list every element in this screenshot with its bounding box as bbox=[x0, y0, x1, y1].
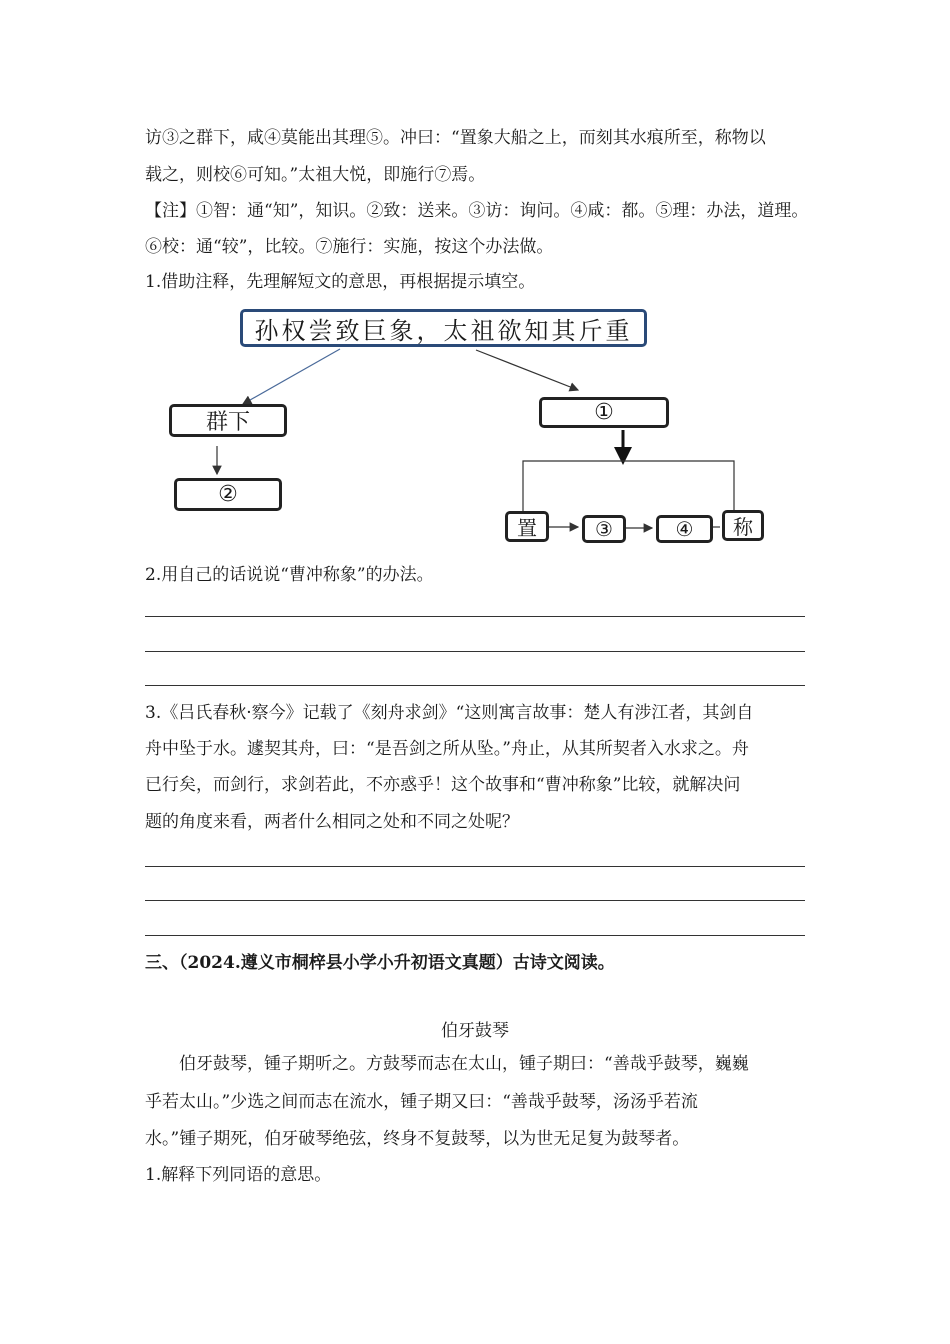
answer-line bbox=[145, 685, 805, 686]
answer-line bbox=[145, 651, 805, 652]
passage-line: 访③之群下，咸④莫能出其理⑤。冲曰：“置象大船之上，而刻其水痕所至，称物以 bbox=[145, 128, 766, 148]
question-3-line: 舟中坠于水。遽契其舟，曰：“是吾剑之所从坠。”舟止，从其所契者入水求之。舟 bbox=[145, 739, 749, 759]
diagram-box-qunxia: 群下 bbox=[169, 404, 287, 437]
question-4: 1.解释下列同语的意思。 bbox=[145, 1165, 332, 1185]
diagram-box-blank-2: ② bbox=[174, 478, 282, 511]
poem-line: 水。”锺子期死，伯牙破琴绝弦，终身不复鼓琴，以为世无足复为鼓琴者。 bbox=[145, 1129, 690, 1149]
question-3-line: 已行矣，而剑行，求剑若此，不亦惑乎！这个故事和“曹冲称象”比较，就解决问 bbox=[145, 775, 741, 795]
notes-line: ⑥校：通“较”，比较。⑦施行：实施，按这个办法做。 bbox=[145, 237, 554, 257]
poem-line: 伯牙鼓琴，锺子期听之。方鼓琴而志在太山，锺子期曰：“善哉乎鼓琴，巍巍 bbox=[179, 1054, 749, 1074]
question-1: 1.借助注释，先理解短文的意思，再根据提示填空。 bbox=[145, 272, 536, 292]
diagram-box-blank-3: ③ bbox=[582, 515, 626, 543]
diagram-connectors bbox=[0, 0, 950, 600]
arrow-to-1 bbox=[476, 350, 578, 390]
diagram-box-cheng: 称 bbox=[722, 510, 764, 541]
section-heading: 三、（2024.遵义市桐梓县小学小升初语文真题）古诗文阅读。 bbox=[145, 953, 615, 973]
arrow-to-qunxia bbox=[243, 349, 340, 404]
answer-line bbox=[145, 866, 805, 867]
answer-line bbox=[145, 935, 805, 936]
poem-title: 伯牙鼓琴 bbox=[441, 1021, 509, 1041]
notes-line: 【注】①智：通“知”，知识。②致：送来。③访：询问。④咸：都。⑤理：办法，道理。 bbox=[145, 201, 809, 221]
question-3-line: 题的角度来看，两者什么相同之处和不同之处呢？ bbox=[145, 812, 519, 832]
question-2: 2.用自己的话说说“曹冲称象”的办法。 bbox=[145, 565, 434, 585]
diagram-box-blank-1: ① bbox=[539, 397, 669, 428]
poem-line: 乎若太山。”少选之间而志在流水，锺子期又曰：“善哉乎鼓琴，汤汤乎若流 bbox=[145, 1092, 698, 1112]
answer-line bbox=[145, 616, 805, 617]
diagram-box-blank-4: ④ bbox=[656, 515, 713, 543]
diagram-box-zhi: 置 bbox=[505, 511, 549, 542]
passage-line: 载之，则校⑥可知。”太祖大悦，即施行⑦焉。 bbox=[145, 165, 486, 185]
diagram-top-box: 孙权尝致巨象，太祖欲知其斤重 bbox=[240, 309, 647, 347]
question-3-line: 3.《吕氏春秋·察今》记载了《刻舟求剑》“这则寓言故事：楚人有涉江者，其剑自 bbox=[145, 703, 754, 723]
answer-line bbox=[145, 900, 805, 901]
bracket-line bbox=[523, 461, 734, 513]
